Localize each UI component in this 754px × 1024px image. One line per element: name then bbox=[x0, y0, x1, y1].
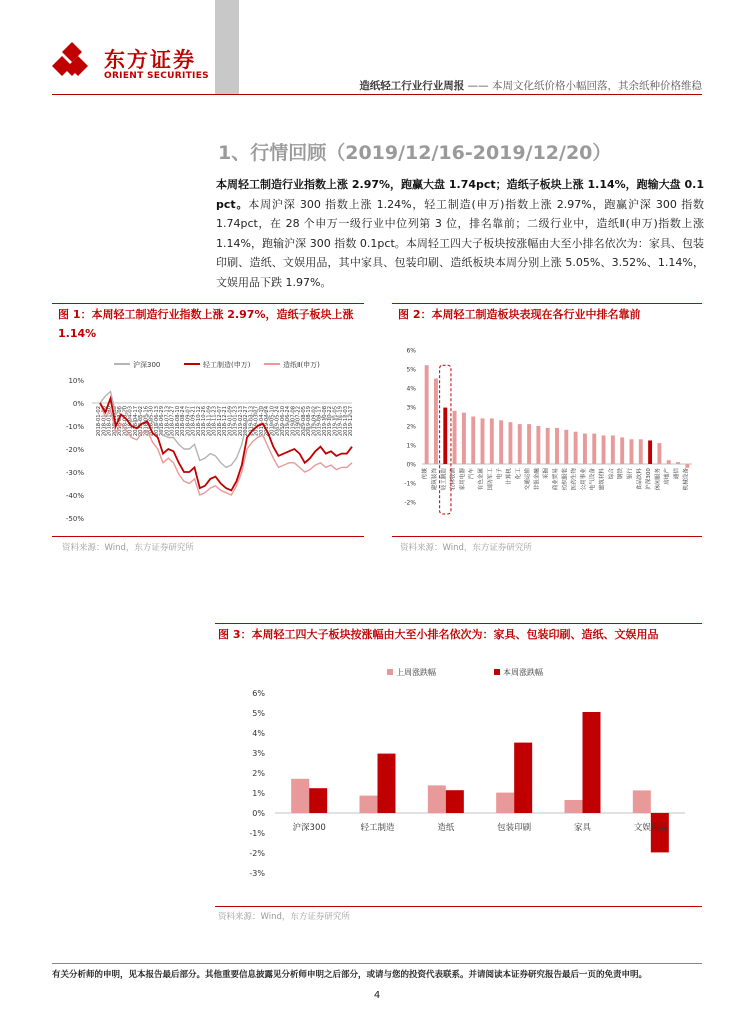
y-tick-label: -10% bbox=[65, 423, 84, 431]
x-tick-label: 2018-05-30 bbox=[148, 406, 155, 437]
industry-bar bbox=[630, 439, 634, 464]
industry-bar bbox=[583, 434, 587, 464]
x-tick-label: 2018-09-21 bbox=[190, 406, 197, 437]
y-tick-label: 0% bbox=[72, 400, 84, 408]
y-tick-label: -1% bbox=[404, 480, 416, 488]
subsector-bar-0 bbox=[565, 800, 583, 813]
x-tick-label: 2018-03-06 bbox=[117, 406, 123, 437]
fig1-line-chart bbox=[52, 350, 364, 530]
x-tick-label: 2019-09-17 bbox=[316, 406, 323, 437]
industry-bar bbox=[602, 436, 606, 465]
fig2-source: 资料来源：Wind，东方证券研究所 bbox=[400, 543, 532, 553]
industry-label: 通信 bbox=[674, 468, 681, 480]
x-tick-label: 2018-11-09 bbox=[206, 406, 213, 437]
y-tick-label: 5% bbox=[252, 709, 265, 718]
x-tick-label: 2018-05-16 bbox=[143, 406, 150, 437]
logo-name-en: ORIENT SECURITIES bbox=[104, 71, 209, 81]
industry-label: 公用事业 bbox=[580, 468, 587, 491]
footer-rule bbox=[52, 963, 702, 964]
x-tick-label: 2019-01-09 bbox=[227, 406, 234, 437]
header-decor-bar bbox=[215, 0, 239, 95]
summary-bold-lead: 本周轻工制造行业指数上涨 2.97%，跑赢大盘 1.74pct；造纸子板块上涨 1.14%，跑输大盘 0.1 pct。 bbox=[216, 178, 704, 211]
industry-label: 休闲服务 bbox=[655, 468, 662, 491]
subsector-bar-0 bbox=[633, 790, 651, 813]
fig1-title: 图 1：本周轻工制造行业指数上涨 2.97%，造纸子板块上涨 1.14% bbox=[58, 308, 354, 340]
industry-label: 电气设备 bbox=[590, 468, 597, 491]
category-label: 轻工制造 bbox=[360, 823, 395, 833]
x-tick-label: 2018-02-13 bbox=[111, 406, 118, 437]
industry-bar bbox=[499, 420, 503, 464]
y-tick-label: -3% bbox=[249, 869, 265, 878]
industry-bar bbox=[564, 430, 568, 464]
industry-bar bbox=[536, 426, 540, 464]
x-tick-label: 2018-05-02 bbox=[138, 406, 144, 437]
x-tick-label: 2019-06-24 bbox=[285, 406, 291, 437]
fig1-top-rule bbox=[52, 303, 364, 304]
industry-bar bbox=[471, 417, 475, 465]
industry-label: 采掘 bbox=[543, 468, 550, 480]
industry-label: 家用电器 bbox=[459, 468, 466, 491]
industry-bar bbox=[574, 432, 578, 464]
industry-label: 汽车 bbox=[469, 468, 476, 480]
fig3-top-rule bbox=[215, 623, 702, 624]
page-number: 4 bbox=[373, 990, 381, 1001]
x-tick-label: 2019-08-05 bbox=[300, 406, 307, 437]
subsector-bar-0 bbox=[291, 779, 309, 813]
x-tick-label: 2019-03-13 bbox=[248, 406, 255, 437]
industry-bar bbox=[518, 424, 522, 464]
header-rule bbox=[52, 94, 702, 95]
x-tick-label: 2018-04-03 bbox=[127, 406, 134, 437]
report-header-title bbox=[359, 78, 702, 93]
fig2-title: 图 2：本周轻工制造板块表现在各行业中排名靠前 bbox=[398, 308, 641, 321]
industry-label: 计算机 bbox=[506, 468, 513, 485]
category-label: 文娱用品 bbox=[633, 823, 668, 833]
legend-label-1: 本周涨跌幅 bbox=[503, 668, 543, 677]
subsector-bar-1 bbox=[446, 790, 464, 813]
fig2-top-rule bbox=[392, 303, 702, 304]
x-tick-label: 2018-06-13 bbox=[153, 406, 160, 437]
x-tick-label: 2018-01-02 bbox=[96, 406, 102, 437]
industry-label: 房地产 bbox=[664, 468, 671, 485]
y-tick-label: -40% bbox=[65, 492, 84, 500]
industry-bar bbox=[667, 460, 671, 464]
industry-label: 交通运输 bbox=[525, 468, 532, 491]
legend-label-0: 沪深300 bbox=[133, 361, 161, 369]
industry-label: 化工 bbox=[515, 468, 522, 480]
x-tick-label: 2018-10-26 bbox=[201, 406, 207, 437]
y-tick-label: -20% bbox=[65, 446, 84, 454]
industry-label: 电子 bbox=[497, 468, 504, 480]
x-tick-label: 2018-08-10 bbox=[174, 406, 181, 437]
x-tick-label: 2019-10-08 bbox=[321, 406, 328, 437]
industry-bar bbox=[425, 365, 429, 464]
x-tick-label: 2018-06-29 bbox=[159, 406, 165, 437]
y-tick-label: 1% bbox=[252, 789, 265, 798]
x-tick-label: 2019-05-24 bbox=[274, 406, 281, 437]
x-tick-label: 2018-12-21 bbox=[222, 406, 228, 437]
industry-label: 机械设备 bbox=[683, 468, 690, 491]
report-type: 造纸轻工行业行业周报 bbox=[359, 80, 465, 92]
industry-label: 综合 bbox=[608, 468, 615, 480]
y-tick-label: -50% bbox=[65, 515, 84, 523]
legend-label-1: 轻工制造(申万) bbox=[203, 361, 251, 369]
industry-bar bbox=[490, 418, 494, 464]
x-tick-label: 2019-02-27 bbox=[243, 406, 249, 437]
y-tick-label: 2% bbox=[406, 423, 416, 431]
x-tick-label: 2019-05-10 bbox=[269, 406, 276, 437]
industry-label: 纺织服装 bbox=[562, 468, 569, 491]
industry-label: 非银金融 bbox=[534, 468, 541, 491]
y-tick-label: -30% bbox=[65, 469, 84, 477]
x-tick-label: 2018-10-12 bbox=[195, 406, 202, 437]
industry-bar bbox=[555, 428, 559, 464]
company-logo-icon bbox=[52, 40, 92, 80]
x-tick-label: 2018-08-24 bbox=[180, 406, 186, 437]
category-label: 造纸 bbox=[437, 823, 455, 833]
industry-label: 银行 bbox=[627, 468, 634, 480]
fig3-title: 图 3：本周轻工四大子板块按涨幅由大至小排名依次为：家具、包装印刷、造纸、文娱用品 bbox=[218, 628, 659, 641]
industry-label: 建筑材料 bbox=[599, 468, 606, 491]
x-tick-label: 2019-10-22 bbox=[327, 406, 333, 437]
section-title: 1、行情回顾（2019/12/16-2019/12/20） bbox=[218, 142, 612, 164]
x-tick-label: 2019-07-08 bbox=[290, 406, 297, 437]
summary-body: 本周沪深 300 指数上涨 1.24%，轻工制造(申万)指数上涨 2.97%，跑赢沪深 300 指数 1.74pct，在 28 个申万一级行业中位列第 3 位，排名靠前；二级行业中，造纸Ⅱ(申万)指数上涨 1.14%，跑输沪深 300 指数 0.1pct。本周轻工四大子板块按涨幅由大至小排名依次为：家具、包装印刷、造纸、文娱用品，其中家具、包装印刷、造纸板块本周分别上涨 5.05%、3.52%、1.14%，文娱用品下跌 1.97%。 bbox=[216, 197, 704, 289]
y-tick-label: 4% bbox=[252, 729, 265, 738]
y-tick-label: 5% bbox=[406, 366, 416, 374]
x-tick-label: 2018-12-07 bbox=[216, 406, 223, 437]
industry-label: 沪深300 bbox=[646, 468, 653, 490]
y-tick-label: -2% bbox=[404, 499, 416, 507]
report-subtitle: 本周文化纸价格小幅回落，其余纸种价格维稳 bbox=[492, 80, 702, 92]
x-tick-label: 2019-09-02 bbox=[311, 406, 318, 437]
industry-bar bbox=[657, 443, 661, 464]
industry-bar bbox=[676, 462, 680, 464]
legend-label-2: 造纸Ⅱ(申万) bbox=[283, 361, 320, 369]
x-tick-label: 2019-03-27 bbox=[253, 406, 260, 437]
legend-label-0: 上周涨跌幅 bbox=[396, 668, 436, 677]
industry-bar bbox=[592, 434, 596, 464]
category-label: 家具 bbox=[573, 823, 592, 833]
fig1-bottom-rule bbox=[52, 536, 364, 537]
industry-label: 食品饮料 bbox=[636, 468, 643, 491]
industry-bar bbox=[434, 379, 438, 465]
industry-bar bbox=[443, 408, 447, 464]
industry-label: 钢铁 bbox=[618, 468, 625, 480]
fig2-industry-bar-chart bbox=[392, 342, 702, 532]
industry-bar bbox=[527, 424, 531, 464]
y-tick-label: 0% bbox=[406, 461, 416, 469]
industry-label: 医药生物 bbox=[571, 468, 578, 491]
x-tick-label: 2018-01-16 bbox=[101, 406, 108, 437]
x-tick-label: 2018-04-17 bbox=[132, 406, 139, 437]
y-tick-label: 6% bbox=[252, 689, 265, 698]
subsector-bar-0 bbox=[496, 793, 514, 813]
page-header bbox=[0, 0, 754, 95]
industry-bar bbox=[508, 422, 512, 464]
y-tick-label: 2% bbox=[252, 769, 265, 778]
industry-label: 传媒 bbox=[422, 468, 429, 480]
x-tick-label: 2019-08-19 bbox=[306, 406, 312, 437]
header-dash: —— bbox=[467, 80, 492, 92]
x-tick-label: 2019-12-03 bbox=[342, 406, 349, 437]
fig3-source: 资料来源：Wind，东方证券研究所 bbox=[218, 912, 350, 922]
x-tick-label: 2019-12-17 bbox=[348, 406, 354, 437]
category-label: 沪深300 bbox=[292, 823, 326, 833]
x-tick-label: 2019-11-19 bbox=[337, 406, 344, 437]
footer-disclaimer: 有关分析师的申明，见本报告最后部分。其他重要信息披露见分析师申明之后部分，或请与您的投资代表联系。并请阅读本证券研究报告最后一页的免责申明。 bbox=[52, 970, 648, 980]
industry-bar bbox=[462, 413, 466, 464]
subsector-bar-0 bbox=[360, 796, 378, 813]
y-tick-label: 10% bbox=[68, 377, 84, 385]
x-tick-label: 2018-01-30 bbox=[106, 406, 113, 437]
category-label: 包装印刷 bbox=[497, 823, 532, 833]
x-tick-label: 2018-09-07 bbox=[185, 406, 192, 437]
subsector-bar-1 bbox=[378, 754, 396, 813]
x-tick-label: 2018-07-13 bbox=[164, 406, 171, 437]
industry-label: 建筑装饰 bbox=[431, 468, 438, 491]
fig2-bottom-rule bbox=[392, 536, 702, 537]
x-tick-label: 2019-01-23 bbox=[232, 406, 239, 437]
industry-bar bbox=[546, 428, 550, 464]
y-tick-label: 3% bbox=[252, 749, 265, 758]
industry-bar bbox=[453, 411, 457, 464]
industry-label: 国防军工 bbox=[487, 468, 494, 491]
fig1-source: 资料来源：Wind，东方证券研究所 bbox=[62, 543, 194, 553]
y-tick-label: -2% bbox=[249, 849, 265, 858]
fig3-bottom-rule bbox=[215, 906, 702, 907]
x-tick-label: 2018-03-20 bbox=[122, 406, 129, 437]
industry-label: 商业贸易 bbox=[553, 468, 559, 491]
y-tick-label: 4% bbox=[406, 385, 416, 393]
y-tick-label: 3% bbox=[406, 404, 416, 412]
fig3-subsector-bar-chart bbox=[215, 660, 702, 900]
x-tick-label: 2018-11-23 bbox=[211, 406, 218, 437]
logo-name-cn: 东方证券 bbox=[104, 48, 196, 72]
x-tick-label: 2019-04-24 bbox=[264, 406, 270, 437]
industry-bar bbox=[639, 439, 643, 464]
x-tick-label: 2019-06-10 bbox=[279, 406, 286, 437]
subsector-bar-0 bbox=[428, 785, 446, 813]
industry-bar bbox=[620, 437, 624, 464]
legend-swatch-1 bbox=[494, 669, 500, 675]
subsector-bar-1 bbox=[583, 712, 601, 813]
industry-bar bbox=[685, 464, 689, 468]
y-tick-label: 1% bbox=[406, 442, 416, 450]
x-tick-label: 2019-11-05 bbox=[332, 406, 339, 437]
y-tick-label: -1% bbox=[249, 829, 265, 838]
x-tick-label: 2019-02-13 bbox=[237, 406, 244, 437]
summary-paragraph bbox=[216, 175, 704, 292]
legend-swatch-0 bbox=[387, 669, 393, 675]
x-tick-label: 2019-04-10 bbox=[258, 406, 265, 437]
y-tick-label: 6% bbox=[406, 347, 416, 355]
industry-bar bbox=[611, 436, 615, 465]
industry-label: 有色金属 bbox=[478, 468, 485, 491]
industry-bar bbox=[648, 440, 652, 464]
x-tick-label: 2019-07-22 bbox=[295, 406, 302, 437]
industry-label: 农林牧渔 bbox=[450, 468, 457, 491]
industry-bar bbox=[481, 418, 485, 464]
subsector-bar-1 bbox=[309, 788, 327, 813]
y-tick-label: 0% bbox=[252, 809, 265, 818]
subsector-bar-1 bbox=[514, 743, 532, 813]
x-tick-label: 2018-07-27 bbox=[169, 406, 176, 437]
industry-label: 轻工制造 bbox=[441, 468, 448, 491]
